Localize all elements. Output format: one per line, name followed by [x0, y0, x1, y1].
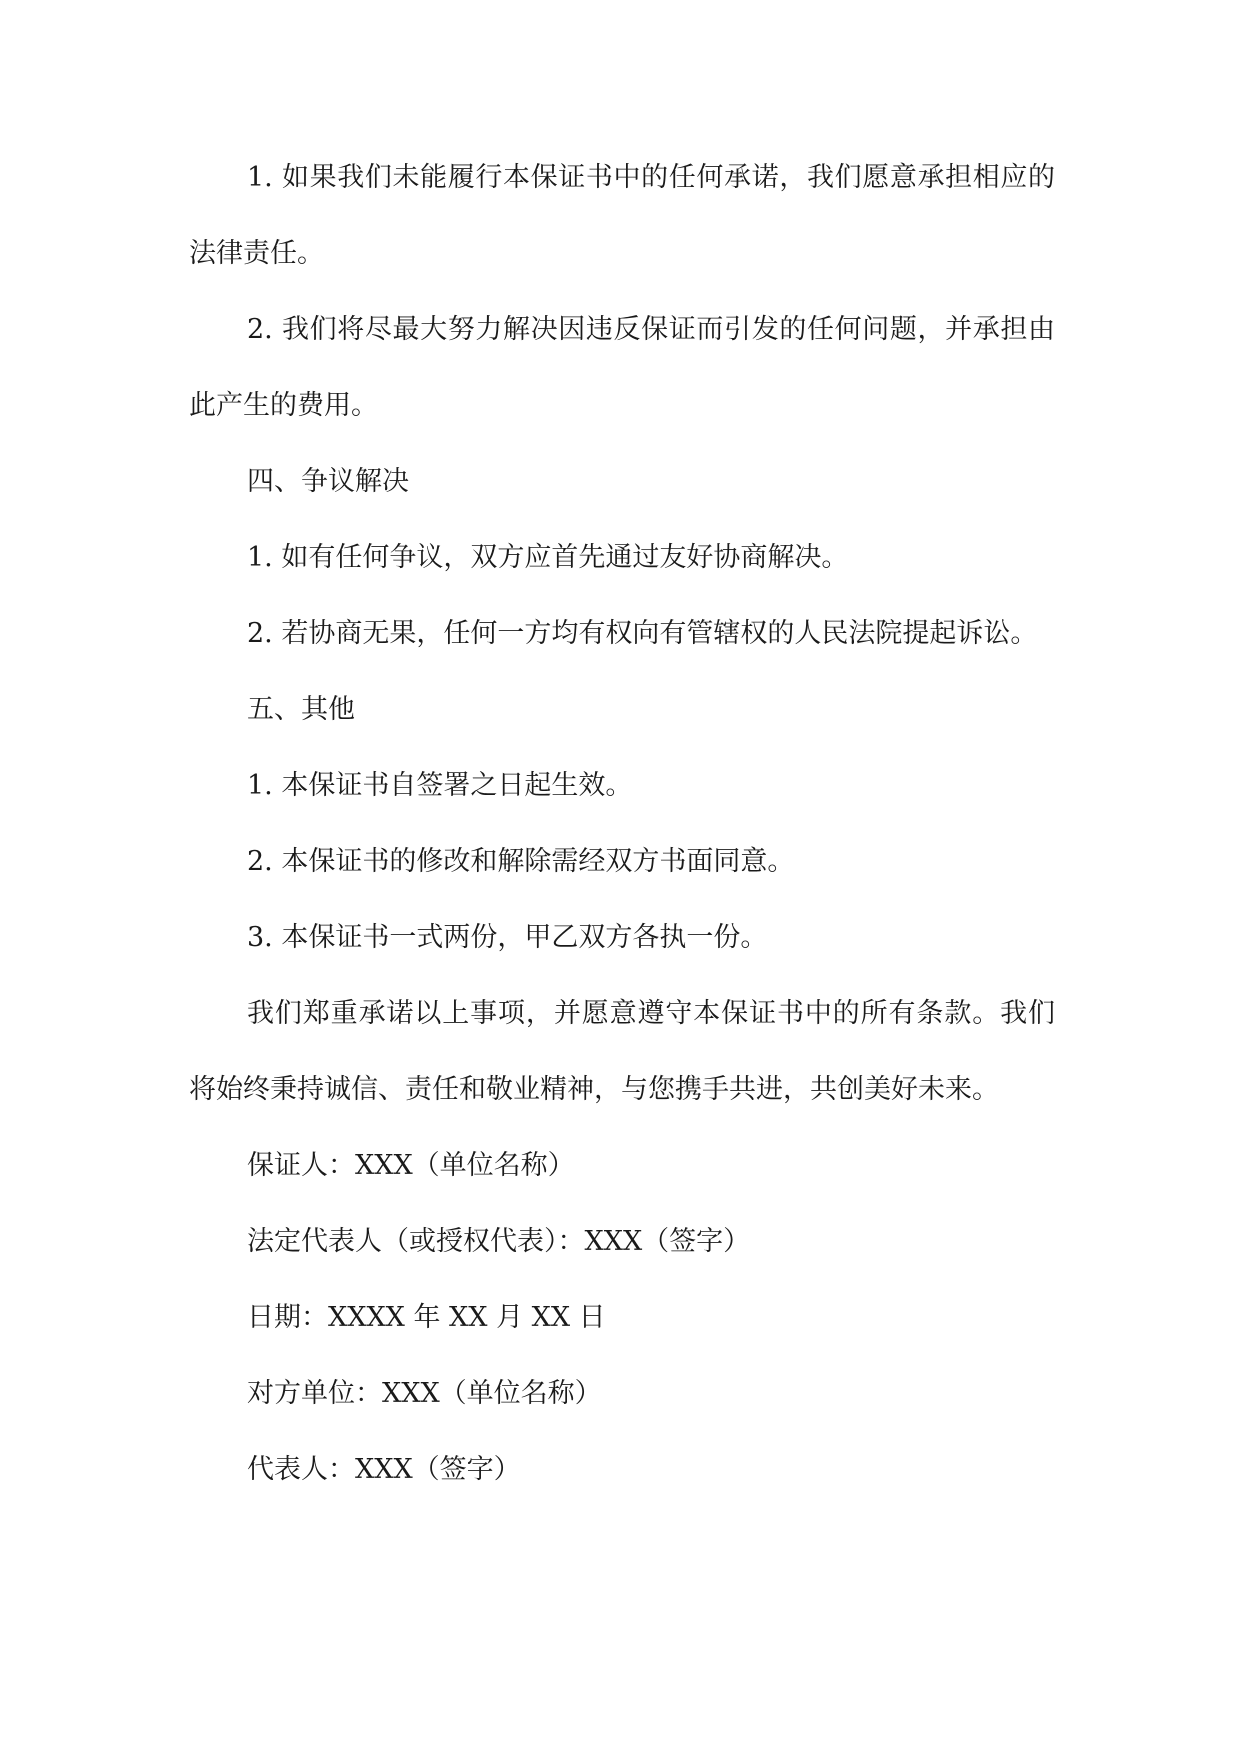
clause-5-1: 1. 本保证书自签署之日起生效。: [247, 770, 633, 801]
guarantor-line: 保证人：XXX（单位名称）: [247, 1150, 575, 1181]
representative-line: 代表人：XXX（签字）: [247, 1454, 521, 1485]
counterparty-line: 对方单位：XXX（单位名称）: [247, 1378, 602, 1409]
clause-4-2: 2. 若协商无果，任何一方均有权向有管辖权的人民法院提起诉讼。: [247, 618, 1038, 649]
document-body: [189, 140, 1055, 1508]
date-line: 日期：XXXX 年 XX 月 XX 日: [247, 1302, 606, 1333]
clause-4-1: 1. 如有任何争议，双方应首先通过友好协商解决。: [247, 542, 849, 573]
clause-5-2: 2. 本保证书的修改和解除需经双方书面同意。: [247, 846, 795, 877]
clause-3-1: 1. 如果我们未能履行本保证书中的任何承诺，我们愿意承担相应的法律责任。: [189, 162, 1055, 269]
clause-3-2: 2. 我们将尽最大努力解决因违反保证而引发的任何问题，并承担由此产生的费用。: [189, 314, 1055, 421]
commitment-paragraph: 我们郑重承诺以上事项，并愿意遵守本保证书中的所有条款。我们将始终秉持诚信、责任和敬业精神，与您携手共进，共创美好未来。: [189, 998, 1055, 1105]
section-heading-other: 五、其他: [247, 694, 355, 725]
legal-representative-line: 法定代表人（或授权代表）：XXX（签字）: [247, 1226, 751, 1257]
section-heading-dispute: 四、争议解决: [247, 466, 409, 497]
clause-5-3: 3. 本保证书一式两份，甲乙双方各执一份。: [247, 922, 768, 953]
